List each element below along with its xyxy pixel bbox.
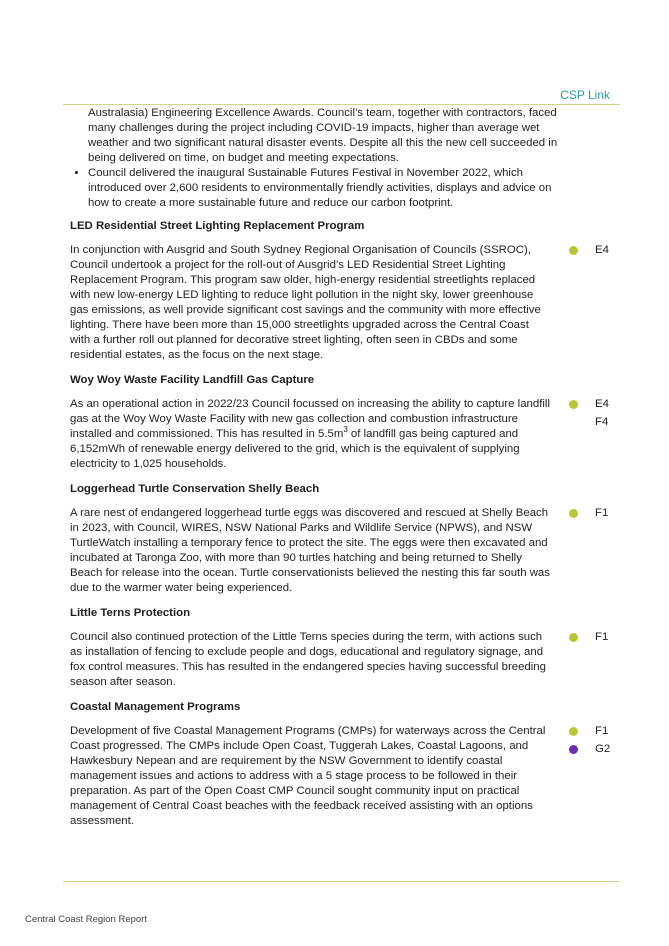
csp-tags <box>569 397 629 433</box>
green-dot-icon <box>569 400 578 409</box>
continuation-paragraph: Australasia) Engineering Excellence Awards. Council’s team, together with contractors, faced many challenges during the project including COVID-19 impacts, higher than average wet weather and two significant natural disaster events. Despite all this the new cell succeeded in being delivered on time, on budget and meeting expectations. <box>88 107 558 164</box>
section-body: In conjunction with Ausgrid and South Sydney Regional Organisation of Councils (SSROC), Council undertook a project for the roll-out of Ausgrid’s LED Residential Street Lighting Replacement Program. This program saw older, high-energy residential streetlights replaced with new low-energy LED lighting to reduce light pollution in the night sky, lower greenhouse gas emissions, as well provide significant cost savings and the community with more effective lighting. There have been more than 15,000 streetlights upgraded across the Central Coast with a further roll out planned for decorative street lighting, often seen in CBDs and some residential estates, as the focus on the next stage. <box>70 244 541 361</box>
section-heading-little-terns: Little Terns Protection <box>70 607 191 619</box>
csp-tags <box>569 506 629 524</box>
green-dot-icon <box>569 509 578 518</box>
section-body: As an operational action in 2022/23 Council focussed on increasing the ability to capture landfill gas at the Woy Woy Waste Facility with new gas collection and combustion infrastructure installed and commissioned. This has resulted in $5.5m^3$ of landfill gas being captured and 6,152mWh of renewable energy delivered to the grid, which is the equivalent of supplying electricity to 1,025 households. <box>70 398 550 470</box>
section-body: Council also continued protection of the Little Terns species during the term, with actions such as installation of fencing to exclude people and dogs, educational and regulatory signage, and fox control measures. This has resulted in the endangered species having successful breeding season after season. <box>70 631 546 688</box>
section-led-lighting <box>70 243 630 363</box>
csp-tag <box>569 506 629 524</box>
section-heading-led-lighting: LED Residential Street Lighting Replacement Program <box>70 220 365 232</box>
section-body: Development of five Coastal Management Programs (CMPs) for waterways across the Central Coast progressed. The CMPs include Open Coast, Tuggerah Lakes, Coastal Lagoons, and Hawkesbury Nepean and are requirement by the NSW Government to identify coastal management issues and actions to address with a 5 stage process to be followed in their preparation. As part of the Open Coast CMP Council sought community input on practical management of Central Coast beaches with the feedback received assisting with an options assessment. <box>70 725 546 827</box>
header-divider <box>63 104 620 105</box>
csp-link-label: CSP Link <box>560 88 610 102</box>
section-heading-landfill-gas: Woy Woy Waste Facility Landfill Gas Capture <box>70 374 315 386</box>
section-landfill-gas <box>70 397 630 472</box>
page-content <box>70 106 630 839</box>
section-heading-loggerhead-turtle: Loggerhead Turtle Conservation Shelly Beach <box>70 483 320 495</box>
csp-code: E4 <box>595 244 609 256</box>
green-dot-icon <box>569 633 578 642</box>
csp-tags <box>569 243 629 261</box>
section-loggerhead-turtle <box>70 506 630 596</box>
section-body: A rare nest of endangered loggerhead turtle eggs was discovered and rescued at Shelly Beach in 2023, with Council, WIRES, NSW National Parks and Wildlife Service (NPWS), and NSW TurtleWatch installing a temporary fence to protect the site. The eggs were then excavated and incubated at Taronga Zoo, with more than 90 turtles hatching and being returned to Shelly Beach for release into the ocean. Turtle conservationists believed the nesting this far south was due to the warmer water being experienced. <box>70 507 550 594</box>
green-dot-icon <box>569 727 578 736</box>
footer-text: Central Coast Region Report <box>25 914 147 925</box>
csp-tag <box>569 630 629 648</box>
csp-tags <box>569 724 629 760</box>
continuation-bullets <box>70 166 560 211</box>
csp-tag <box>569 724 629 742</box>
csp-code: E4 <box>595 398 609 410</box>
csp-tag <box>569 415 629 433</box>
purple-dot-icon <box>569 745 578 754</box>
section-little-terns <box>70 630 630 690</box>
csp-code: F1 <box>595 631 609 643</box>
csp-tag <box>569 243 629 261</box>
csp-tag <box>569 397 629 415</box>
bullet-item: • Council delivered the inaugural Sustainable Futures Festival in November 2022, which introduced over 2,600 residents to environmentally friendly activities, displays and advice on how to create a more sustainable future and reduce our carbon footprint. <box>88 166 560 211</box>
green-dot-icon <box>569 246 578 255</box>
section-coastal-management <box>70 724 630 829</box>
csp-code: F1 <box>595 725 609 737</box>
csp-code: F1 <box>595 507 609 519</box>
footer-divider <box>63 881 620 882</box>
csp-tag <box>569 742 629 760</box>
csp-code: G2 <box>595 743 611 755</box>
csp-code: F4 <box>595 416 609 428</box>
section-heading-coastal-management: Coastal Management Programs <box>70 701 241 713</box>
csp-tags <box>569 630 629 648</box>
